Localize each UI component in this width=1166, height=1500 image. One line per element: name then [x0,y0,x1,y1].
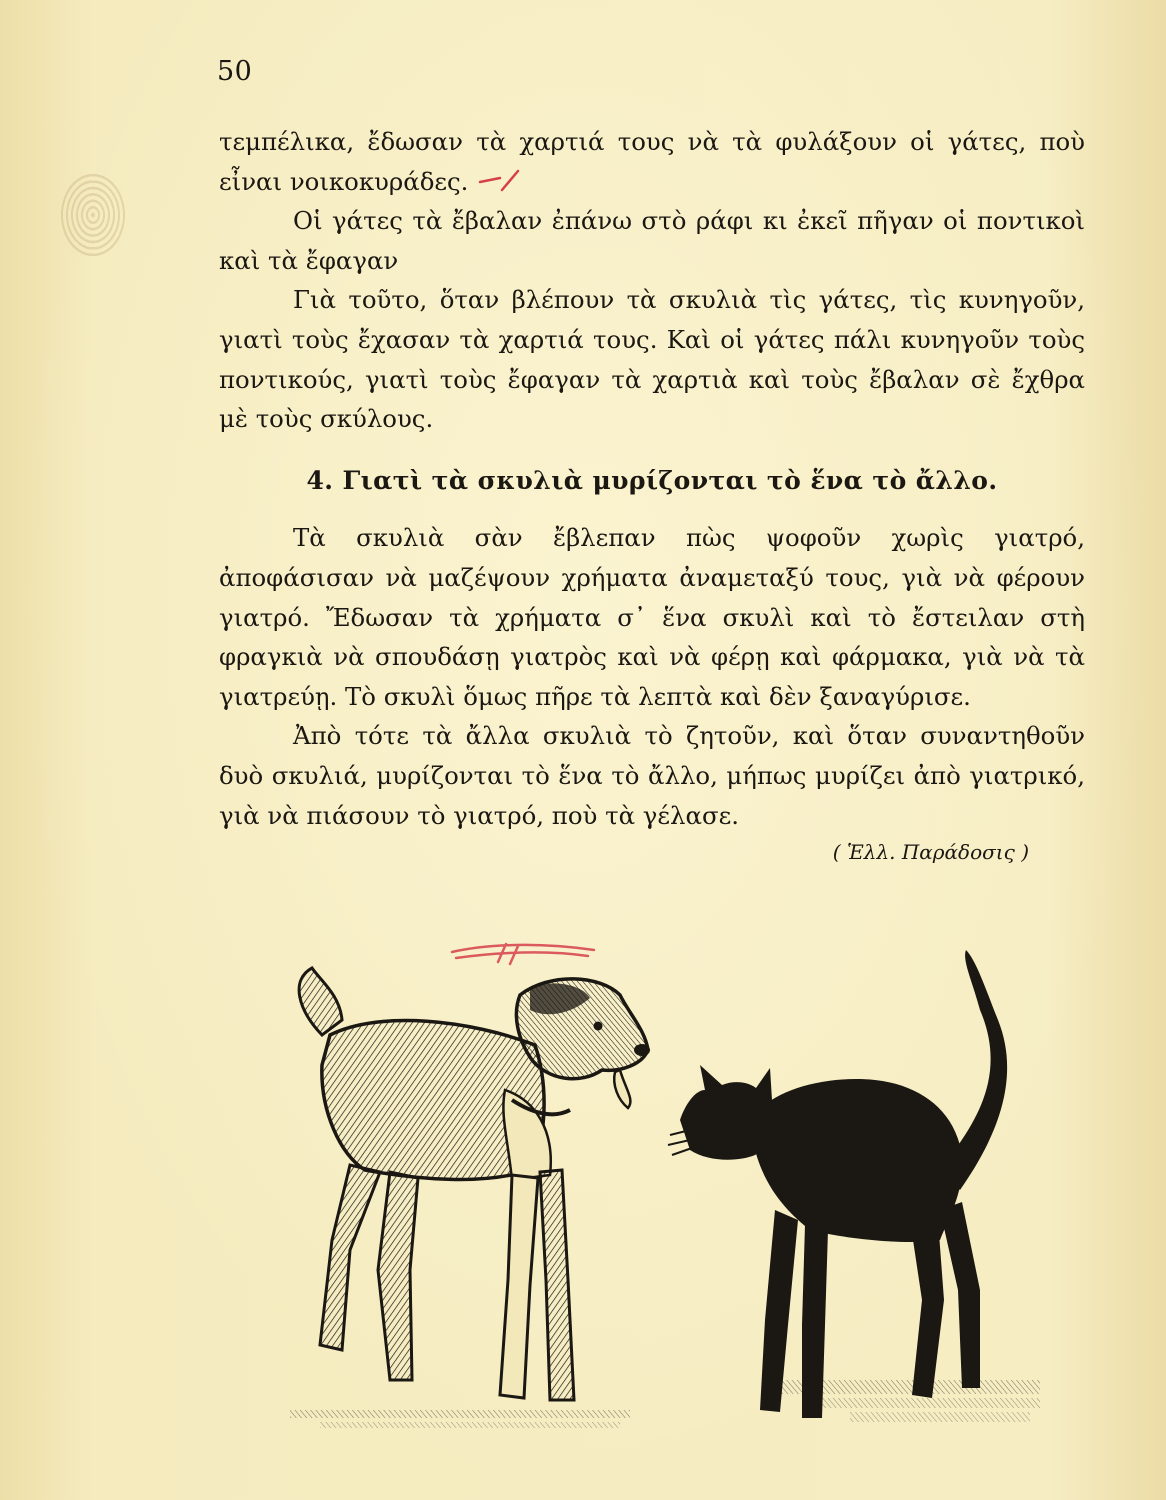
paragraph-5: Ἀπὸ τότε τὰ ἄλλα σκυλιὰ τὸ ζητοῦν, καὶ ὅταν συναντηθοῦν δυὸ σκυλιά, μυρίζονται τὸ ἕνα τὸ ἄλλο, μήπως μυρίζει ἀπὸ γιατρικό, γιὰ νὰ πιάσουν τὸ γιατρό, ποὺ τὰ γέλασε. [219,721,1085,830]
paragraph-3: Γιὰ τοῦτο, ὅταν βλέπουν τὰ σκυλιὰ τὶς γάτες, τὶς κυνηγοῦν, γιατὶ τοὺς ἔχασαν τὰ χαρτιά τους. Καὶ οἱ γάτες πάλι κυνηγοῦν τοὺς ποντικούς, γιατὶ τοὺς ἔφαγαν τὰ χαρτιὰ καὶ τοὺς ἔβαλαν σὲ ἔχθρα μὲ τοὺς σκύλους. [219,285,1085,434]
story-text [219,122,1085,865]
paragraph-4: Τὰ σκυλιὰ σὰν ἔβλεπαν πὼς ψοφοῦν χωρὶς γιατρό, ἀποφάσισαν νὰ μαζέψουν χρήματα ἀναμεταξύ τους, γιὰ νὰ φέρουν γιατρό. Ἔδωσαν τὰ χρήματα σ᾽ ἕνα σκυλὶ καὶ τὸ ἔστειλαν στὴ φραγκιὰ νὰ σπουδάσῃ γιατρὸς καὶ νὰ φέρῃ καὶ φάρμακα, γιὰ νὰ τὰ γιατρεύῃ. Τὸ σκυλὶ ὅμως πῆρε τὰ λεπτὰ καὶ δὲν ξαναγύρισε. [219,523,1085,711]
source-attribution: ( Ἑλλ. Παράδοσις ) [832,840,1029,865]
fingerprint-smudge [58,170,128,260]
section-heading: 4. Γιατὶ τὰ σκυλιὰ μυρίζονται τὸ ἕνα τὸ ἄλλο. [306,465,998,495]
cat-icon [668,950,1007,1418]
paragraph-2: Οἱ γάτες τὰ ἔβαλαν ἐπάνω στὸ ράφι κι ἐκεῖ πῆγαν οἱ ποντικοὶ καὶ τὰ ἔφαγαν [219,206,1085,275]
dog-shadow [290,1410,630,1460]
dog-and-cat-illustration [250,940,1070,1460]
dog-icon [299,968,650,1400]
red-check-mark-icon [478,168,528,194]
paragraph-1: τεμπέλικα, ἔδωσαν τὰ χαρτιά τους νὰ τὰ φυλάξουν οἱ γάτες, ποὺ εἶναι νοικοκυράδες. [219,127,1085,196]
page-number: 50 [217,56,253,87]
